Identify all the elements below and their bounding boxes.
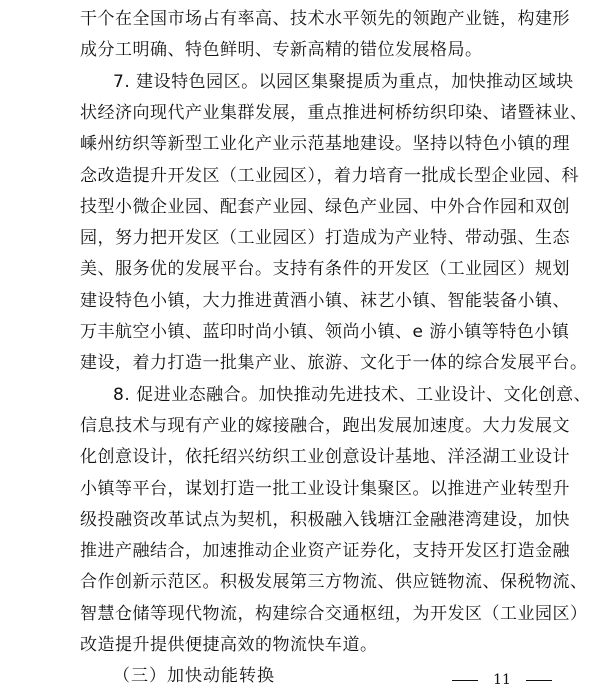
page-footer <box>452 670 552 690</box>
text-line: 合作创新示范区。积极发展第三方物流、供应链物流、保税物流、 <box>80 572 588 592</box>
text-line: 嵊州纺织等新型工业化产业示范基地建设。坚持以特色小镇的理 <box>80 134 570 154</box>
paragraph-7-heading-line: 7. 建设特色园区。以园区集聚提质为重点，加快推动区域块 <box>113 72 574 92</box>
text-line: 美、服务优的发展平台。支持有条件的开发区（工业园区）规划 <box>80 259 570 279</box>
text-line: 智慧仓储等现代物流，构建综合交通枢纽，为开发区（工业园区） <box>80 604 588 624</box>
text-line: 技型小微企业园、配套产业园、绿色产业园、中外合作园和双创 <box>80 197 570 217</box>
text-line: 园，努力把开发区（工业园区）打造成为产业特、带动强、生态 <box>80 228 570 248</box>
text-line: 信息技术与现有产业的嫁接融合，跑出发展加速度。大力发展文 <box>80 416 570 436</box>
paragraph-8-heading-line: 8. 促进业态融合。加快推动先进技术、工业设计、文化创意、 <box>113 385 592 405</box>
text-line: 成分工明确、特色鲜明、专新高精的错位发展格局。 <box>80 40 483 60</box>
text-line: 推进产融结合，加速推动企业资产证券化，支持开发区打造金融 <box>80 541 570 561</box>
footer-dash-right <box>526 680 552 681</box>
footer-dash-left <box>452 680 478 681</box>
text-line: 建设特色小镇，大力推进黄酒小镇、袜艺小镇、智能装备小镇、 <box>80 291 570 311</box>
text-line: 化创意设计，依托绍兴纺织工业创意设计基地、洋泾湖工业设计 <box>80 447 570 467</box>
page-number: 11 <box>493 672 511 688</box>
text-line: 万丰航空小镇、蓝印时尚小镇、领尚小镇、e 游小镇等特色小镇 <box>80 322 570 342</box>
text-line: 建设，着力打造一批集产业、旅游、文化于一体的综合发展平台。 <box>80 353 588 373</box>
text-line: 小镇等平台，谋划打造一批工业设计集聚区。以推进产业转型升 <box>80 479 570 499</box>
text-line: 改造提升提供便捷高效的物流快车道。 <box>80 635 378 655</box>
text-line: 干个在全国市场占有率高、技术水平领先的领跑产业链，构建形 <box>80 9 570 29</box>
text-line: 级投融资改革试点为契机，积极融入钱塘江金融港湾建设，加快 <box>80 510 570 530</box>
section-heading: （三）加快动能转换 <box>113 666 275 686</box>
text-line: 念改造提升开发区（工业园区），着力培育一批成长型企业园、科 <box>80 166 579 186</box>
text-line: 状经济向现代产业集群发展，重点推进柯桥纺织印染、诸暨袜业、 <box>80 103 588 123</box>
